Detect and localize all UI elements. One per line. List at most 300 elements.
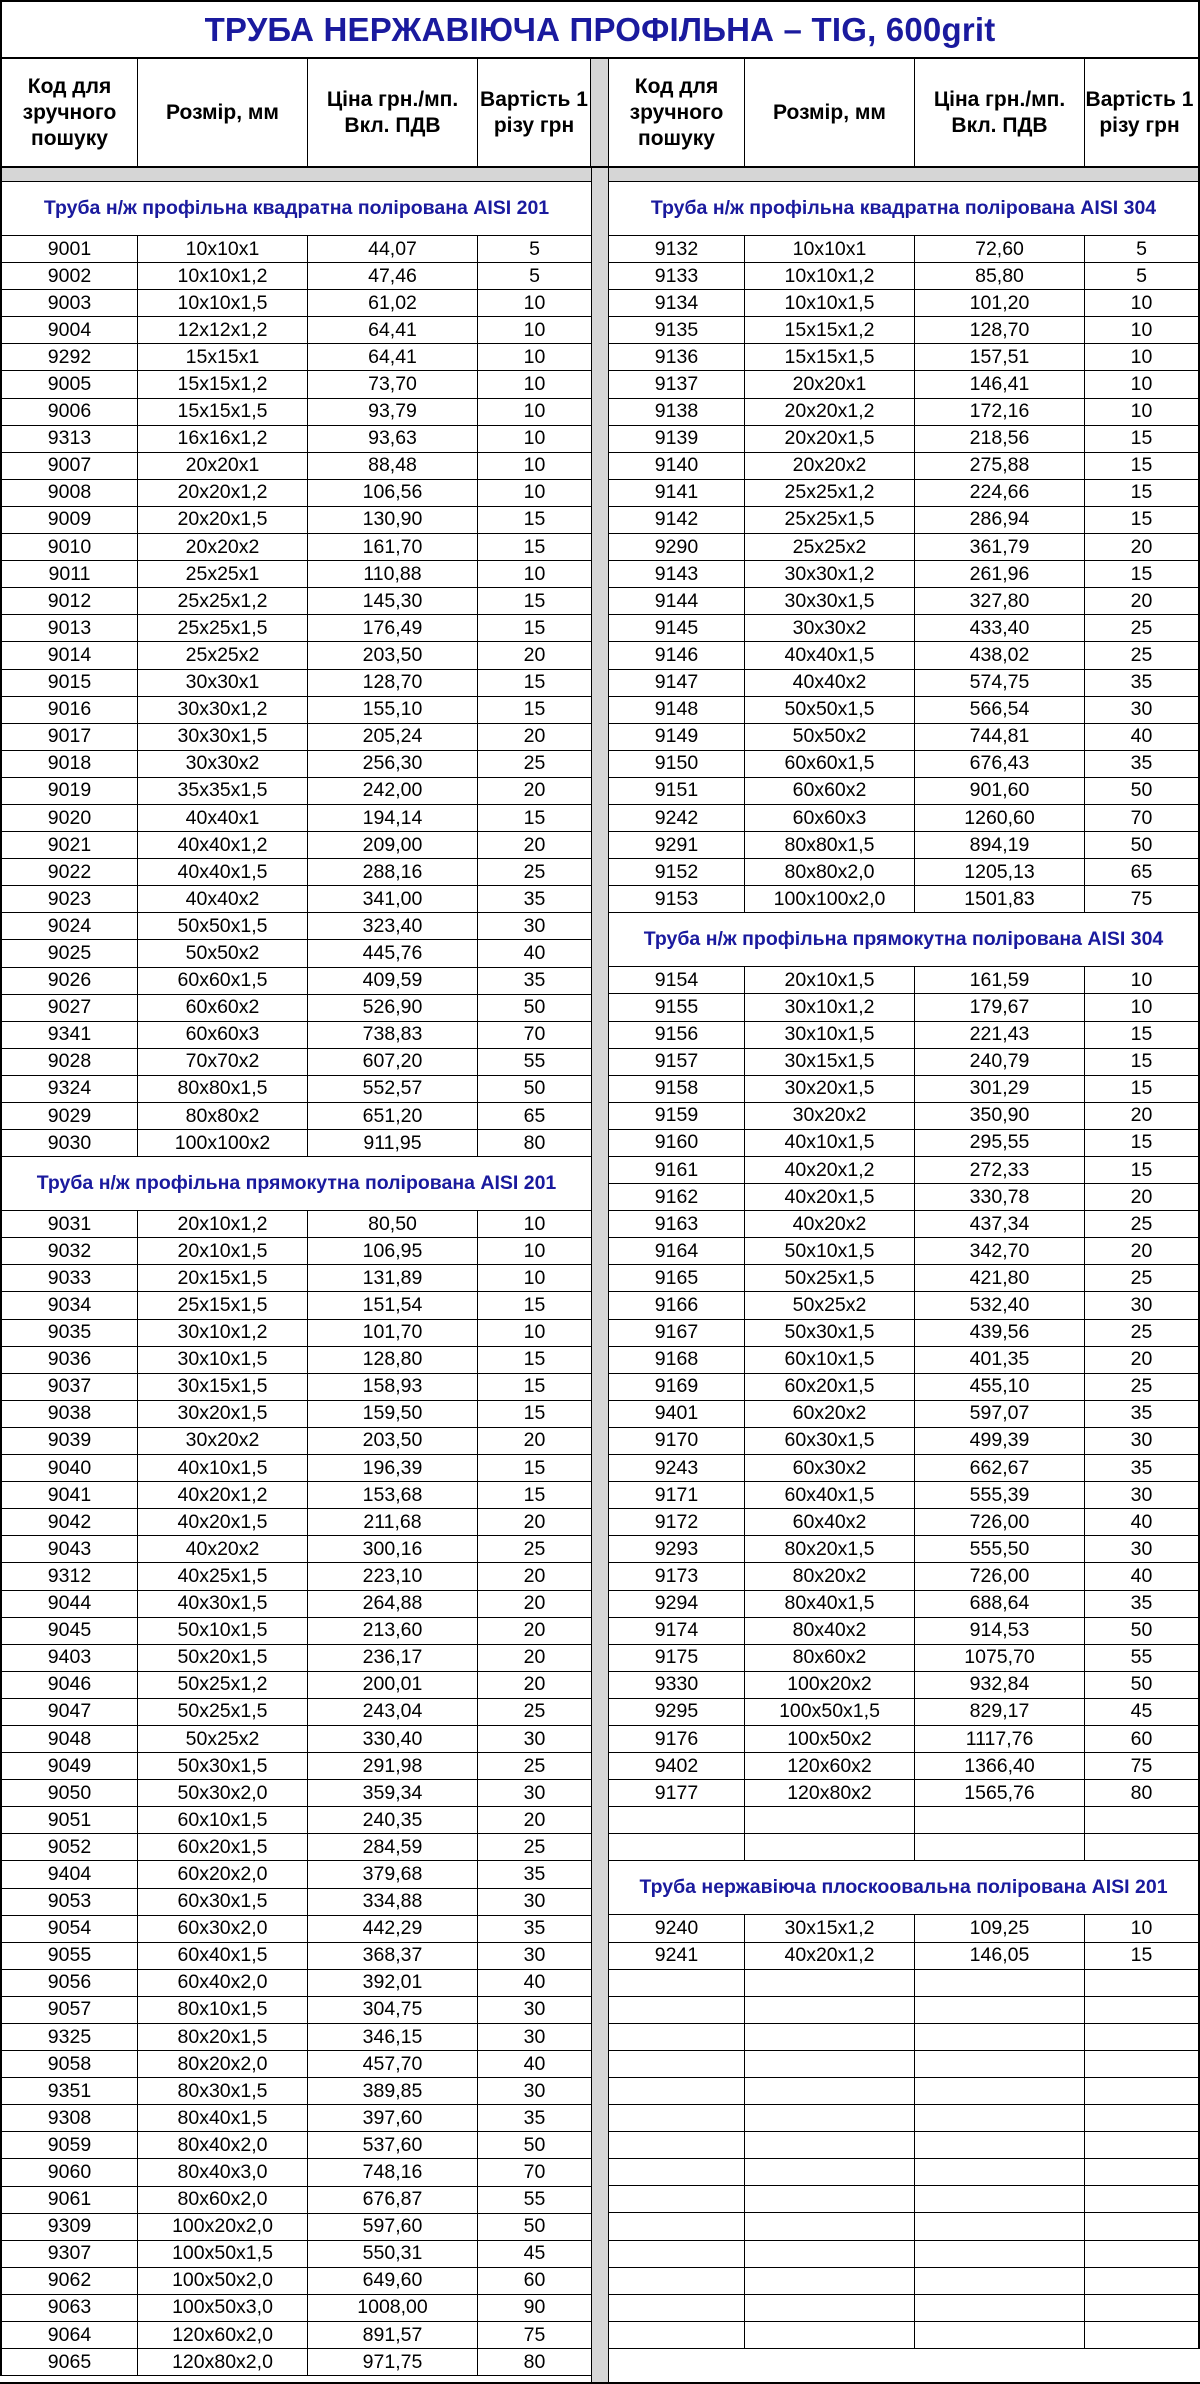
cell-price [915, 2078, 1085, 2104]
cell-size: 70x70x2 [138, 1049, 308, 1075]
cell-code: 9241 [609, 1943, 745, 1969]
table-row [609, 1943, 1200, 1970]
cell-cut-cost: 20 [523, 779, 546, 802]
cell-cut-cost: 35 [1130, 671, 1153, 694]
cell-price: 379,68 [308, 1861, 478, 1887]
table-row [0, 1997, 591, 2024]
cell-code: 9051 [2, 1807, 138, 1833]
cell-price: 200,01 [308, 1672, 478, 1698]
cell-size: 60x20x2 [745, 1401, 915, 1427]
cell-cut-cost: 10 [523, 562, 546, 585]
table-row [0, 1347, 591, 1374]
table-row [609, 534, 1200, 561]
cell-code: 9054 [2, 1916, 138, 1942]
cell-code: 9036 [2, 1347, 138, 1373]
cell-code: 9038 [2, 1401, 138, 1427]
cell-size: 40x20x1,5 [745, 1184, 915, 1210]
cell-code: 9034 [2, 1292, 138, 1318]
cell-price: 295,55 [915, 1130, 1085, 1156]
cell-cut-cost: 75 [523, 2323, 546, 2346]
header-cut-cost: Вартість 1 різу грн [478, 59, 591, 166]
table-row [0, 2349, 591, 2376]
cell-size: 10x10x1,5 [745, 290, 915, 316]
table-row [609, 1536, 1200, 1563]
header-code: Код для зручного пошуку [609, 59, 745, 166]
cell-cut-cost: 10 [1130, 318, 1153, 341]
cell-size: 25x25x1 [138, 561, 308, 587]
cell-code: 9010 [2, 534, 138, 560]
cell-code: 9006 [2, 399, 138, 425]
cell-size: 20x20x1,2 [745, 399, 915, 425]
cell-code: 9167 [609, 1320, 745, 1346]
cell-code: 9056 [2, 1970, 138, 1996]
cell-code: 9021 [2, 832, 138, 858]
cell-code: 9290 [609, 534, 745, 560]
cell-cut-cost [1085, 2024, 1198, 2050]
cell-cut-cost: 30 [523, 1944, 546, 1967]
cell-cut-cost: 20 [523, 1564, 546, 1587]
table-row [609, 1374, 1200, 1401]
cell-price: 242,00 [308, 778, 478, 804]
cell-cut-cost: 80 [523, 2350, 546, 2373]
cell-size: 20x20x1 [138, 453, 308, 479]
cell-size: 30x20x2 [745, 1103, 915, 1129]
cell-code: 9007 [2, 453, 138, 479]
cell-cut-cost: 30 [523, 1890, 546, 1913]
cell-cut-cost [1085, 1834, 1198, 1860]
cell-price: 155,10 [308, 697, 478, 723]
section-title: Труба н/ж профільна квадратна полірована AISI 304 [609, 182, 1200, 236]
cell-cut-cost: 65 [523, 1104, 546, 1127]
cell-cut-cost: 30 [523, 1781, 546, 1804]
cell-cut-cost: 25 [523, 1754, 546, 1777]
cell-price: 158,93 [308, 1374, 478, 1400]
cell-size: 50x25x1,5 [138, 1699, 308, 1725]
cell-size: 30x30x1,2 [138, 697, 308, 723]
cell-price: 1501,83 [915, 886, 1085, 912]
cell-code: 9401 [609, 1401, 745, 1427]
cell-size: 80x80x2,0 [745, 859, 915, 885]
cell-price: 73,70 [308, 371, 478, 397]
cell-price [915, 2241, 1085, 2267]
cell-price: 151,54 [308, 1292, 478, 1318]
cell-code: 9324 [2, 1076, 138, 1102]
cell-code: 9019 [2, 778, 138, 804]
cell-code: 9142 [609, 507, 745, 533]
cell-price: 574,75 [915, 670, 1085, 696]
cell-price: 128,70 [308, 670, 478, 696]
cell-code: 9165 [609, 1265, 745, 1291]
table-row [609, 886, 1200, 913]
cell-size: 40x40x1,5 [138, 859, 308, 885]
cell-price: 359,34 [308, 1780, 478, 1806]
table-row [609, 967, 1200, 994]
table-row [609, 670, 1200, 697]
cell-size: 40x40x2 [138, 886, 308, 912]
cell-code: 9147 [609, 670, 745, 696]
cell-price: 350,90 [915, 1103, 1085, 1129]
cell-price: 1366,40 [915, 1753, 1085, 1779]
cell-price: 110,88 [308, 561, 478, 587]
cell-code: 9169 [609, 1374, 745, 1400]
cell-code: 9325 [2, 2024, 138, 2050]
cell-cut-cost: 40 [523, 1971, 546, 1994]
cell-code: 9042 [2, 1509, 138, 1535]
table-row [0, 968, 591, 995]
cell-price: 109,25 [915, 1915, 1085, 1941]
cell-cut-cost: 10 [523, 318, 546, 341]
cell-price: 744,81 [915, 724, 1085, 750]
cell-price: 291,98 [308, 1753, 478, 1779]
cell-size: 100x50x3,0 [138, 2295, 308, 2321]
cell-code: 9146 [609, 642, 745, 668]
table-row [0, 1482, 591, 1509]
cell-cut-cost: 10 [1130, 995, 1153, 1018]
cell-code: 9041 [2, 1482, 138, 1508]
cell-size [745, 1834, 915, 1860]
table-row [609, 1807, 1200, 1834]
table-row [609, 480, 1200, 507]
cell-code: 9175 [609, 1645, 745, 1671]
cell-cut-cost: 20 [523, 1808, 546, 1831]
cell-price [915, 1807, 1085, 1833]
table-row [0, 805, 591, 832]
cell-cut-cost: 15 [523, 508, 546, 531]
table-row [0, 561, 591, 588]
table-row [609, 1482, 1200, 1509]
cell-cut-cost: 20 [523, 725, 546, 748]
cell-code: 9139 [609, 426, 745, 452]
cell-price: 932,84 [915, 1672, 1085, 1698]
table-row [0, 290, 591, 317]
cell-cut-cost: 70 [1130, 806, 1153, 829]
cell-cut-cost: 25 [1130, 643, 1153, 666]
cell-price [915, 2295, 1085, 2321]
cell-code: 9154 [609, 967, 745, 993]
cell-size [745, 2051, 915, 2077]
cell-code [609, 2322, 745, 2348]
cell-cut-cost: 10 [523, 345, 546, 368]
cell-price: 346,15 [308, 2024, 478, 2050]
cell-size: 20x10x1,5 [745, 967, 915, 993]
cell-price: 209,00 [308, 832, 478, 858]
cell-price: 203,50 [308, 642, 478, 668]
table-row [0, 697, 591, 724]
cell-price: 64,41 [308, 344, 478, 370]
table-row [609, 399, 1200, 426]
cell-price: 914,53 [915, 1618, 1085, 1644]
table-row [609, 561, 1200, 588]
cell-size: 30x10x1,5 [745, 1022, 915, 1048]
cell-size: 10x10x1 [138, 236, 308, 262]
table-row [0, 371, 591, 398]
cell-price: 176,49 [308, 615, 478, 641]
cell-code: 9062 [2, 2268, 138, 2294]
cell-code: 9140 [609, 453, 745, 479]
table-row [0, 344, 591, 371]
cell-code: 9022 [2, 859, 138, 885]
cell-price [915, 2024, 1085, 2050]
cell-price: 1117,76 [915, 1726, 1085, 1752]
cell-size: 60x10x1,5 [138, 1807, 308, 1833]
cell-code: 9004 [2, 317, 138, 343]
table-row [0, 453, 591, 480]
table-row [609, 2186, 1200, 2213]
cell-cut-cost: 65 [1130, 860, 1153, 883]
cell-size: 50x25x2 [138, 1726, 308, 1752]
table-row [609, 2132, 1200, 2159]
cell-size: 120x60x2,0 [138, 2322, 308, 2348]
cell-cut-cost: 15 [1130, 1158, 1153, 1181]
cell-price: 159,50 [308, 1401, 478, 1427]
cell-price: 330,40 [308, 1726, 478, 1752]
cell-price: 649,60 [308, 2268, 478, 2294]
cell-code [609, 1970, 745, 1996]
cell-code: 9058 [2, 2051, 138, 2077]
cell-cut-cost: 30 [523, 914, 546, 937]
table-row [0, 1292, 591, 1319]
cell-price [915, 2186, 1085, 2212]
cell-code [609, 2241, 745, 2267]
cell-size: 80x20x2,0 [138, 2051, 308, 2077]
cell-price: 93,63 [308, 426, 478, 452]
cell-size: 10x10x1,2 [138, 263, 308, 289]
cell-price: 288,16 [308, 859, 478, 885]
cell-price: 284,59 [308, 1834, 478, 1860]
cell-cut-cost [1085, 2186, 1198, 2212]
column-divider [591, 168, 609, 2384]
cell-code: 9009 [2, 507, 138, 533]
cell-code: 9153 [609, 886, 745, 912]
cell-cut-cost: 15 [523, 535, 546, 558]
cell-size [745, 2105, 915, 2131]
cell-code: 9294 [609, 1591, 745, 1617]
cell-price: 748,16 [308, 2159, 478, 2185]
cell-size: 30x15x1,5 [745, 1049, 915, 1075]
table-row [0, 1265, 591, 1292]
cell-size [745, 2024, 915, 2050]
cell-cut-cost [1085, 2105, 1198, 2131]
cell-cut-cost: 45 [1130, 1700, 1153, 1723]
table-row [609, 1699, 1200, 1726]
cell-code: 9145 [609, 615, 745, 641]
table-row [609, 2051, 1200, 2078]
cell-cut-cost [1085, 2213, 1198, 2239]
cell-size: 30x30x1,5 [138, 724, 308, 750]
table-row [609, 2268, 1200, 2295]
cell-cut-cost: 15 [523, 698, 546, 721]
cell-code: 9135 [609, 317, 745, 343]
cell-code: 9040 [2, 1455, 138, 1481]
cell-cut-cost: 5 [1136, 264, 1147, 287]
cell-price: 911,95 [308, 1130, 478, 1156]
cell-price: 161,70 [308, 534, 478, 560]
cell-code: 9243 [609, 1455, 745, 1481]
cell-price: 172,16 [915, 399, 1085, 425]
cell-cut-cost [1085, 2295, 1198, 2321]
cell-price: 256,30 [308, 751, 478, 777]
cell-cut-cost: 10 [1130, 1916, 1153, 1939]
cell-price: 676,87 [308, 2187, 478, 2213]
table-row [0, 1130, 591, 1157]
table-row [609, 832, 1200, 859]
table-row [609, 371, 1200, 398]
table-row [0, 1889, 591, 1916]
table-row [0, 1455, 591, 1482]
cell-price [915, 2105, 1085, 2131]
table-row [0, 2241, 591, 2268]
cell-price: 72,60 [915, 236, 1085, 262]
cell-size: 60x60x2 [745, 778, 915, 804]
cell-size: 40x10x1,5 [138, 1455, 308, 1481]
cell-cut-cost: 40 [1130, 725, 1153, 748]
cell-code: 9168 [609, 1347, 745, 1373]
cell-price: 106,95 [308, 1238, 478, 1264]
cell-size: 60x60x1,5 [745, 751, 915, 777]
cell-price: 341,00 [308, 886, 478, 912]
cell-cut-cost: 15 [1130, 1131, 1153, 1154]
cell-size: 100x100x2 [138, 1130, 308, 1156]
table-row [609, 1022, 1200, 1049]
table-row [609, 1563, 1200, 1590]
cell-price: 106,56 [308, 480, 478, 506]
table-row [0, 940, 591, 967]
cell-price: 342,70 [915, 1238, 1085, 1264]
cell-size: 25x25x2 [745, 534, 915, 560]
cell-code: 9046 [2, 1672, 138, 1698]
cell-size: 40x10x1,5 [745, 1130, 915, 1156]
table-row [0, 642, 591, 669]
cell-size: 10x10x1,5 [138, 290, 308, 316]
cell-code: 9002 [2, 263, 138, 289]
cell-price: 264,88 [308, 1591, 478, 1617]
cell-cut-cost: 15 [523, 1483, 546, 1506]
cell-code: 9144 [609, 588, 745, 614]
cell-size: 16x16x1,2 [138, 426, 308, 452]
cell-code: 9049 [2, 1753, 138, 1779]
cell-code: 9001 [2, 236, 138, 262]
cell-price: 224,66 [915, 480, 1085, 506]
cell-cut-cost: 15 [523, 589, 546, 612]
cell-size: 30x15x1,5 [138, 1374, 308, 1400]
table-row [0, 1509, 591, 1536]
cell-cut-cost: 45 [523, 2242, 546, 2265]
cell-size: 15x15x1,2 [745, 317, 915, 343]
table-row [0, 426, 591, 453]
cell-cut-cost: 25 [523, 1537, 546, 1560]
cell-size: 15x15x1 [138, 344, 308, 370]
cell-code: 9132 [609, 236, 745, 262]
cell-cut-cost: 15 [1130, 562, 1153, 585]
cell-cut-cost: 20 [523, 1592, 546, 1615]
cell-cut-cost: 5 [529, 264, 540, 287]
table-row [609, 778, 1200, 805]
cell-size: 20x10x1,5 [138, 1238, 308, 1264]
cell-cut-cost: 10 [523, 1239, 546, 1262]
table-row [0, 1834, 591, 1861]
cell-cut-cost: 35 [1130, 1402, 1153, 1425]
cell-code: 9351 [2, 2078, 138, 2104]
cell-price: 101,20 [915, 290, 1085, 316]
table-row [609, 2241, 1200, 2268]
cell-cut-cost: 30 [1130, 1429, 1153, 1452]
table-row [609, 2105, 1200, 2132]
table-row [609, 1726, 1200, 1753]
cell-size: 80x60x2,0 [138, 2187, 308, 2213]
cell-size: 35x35x1,5 [138, 778, 308, 804]
cell-code: 9308 [2, 2105, 138, 2131]
cell-size: 100x50x2,0 [138, 2268, 308, 2294]
cell-code: 9166 [609, 1292, 745, 1318]
table-row [609, 1455, 1200, 1482]
cell-cut-cost: 10 [523, 1212, 546, 1235]
cell-price: 85,80 [915, 263, 1085, 289]
cell-size: 30x30x1,5 [745, 588, 915, 614]
cell-size: 100x20x2 [745, 1672, 915, 1698]
table-row [0, 534, 591, 561]
cell-price: 676,43 [915, 751, 1085, 777]
cell-size: 40x25x1,5 [138, 1563, 308, 1589]
cell-cut-cost: 30 [1130, 698, 1153, 721]
table-row [609, 1591, 1200, 1618]
cell-cut-cost: 10 [1130, 400, 1153, 423]
cell-cut-cost: 10 [1130, 968, 1153, 991]
table-row [609, 1347, 1200, 1374]
cell-size: 80x80x1,5 [138, 1076, 308, 1102]
cell-price: 275,88 [915, 453, 1085, 479]
cell-size: 25x25x1,5 [745, 507, 915, 533]
cell-code: 9018 [2, 751, 138, 777]
cell-cut-cost: 10 [523, 373, 546, 396]
cell-cut-cost: 80 [1130, 1781, 1153, 1804]
cell-price: 223,10 [308, 1563, 478, 1589]
header-cut-cost: Вартість 1 різу грн [1085, 87, 1194, 137]
cell-size: 15x15x1,5 [138, 399, 308, 425]
cell-price: 240,79 [915, 1049, 1085, 1075]
table-row [609, 236, 1200, 263]
cell-size: 60x60x1,5 [138, 968, 308, 994]
cell-size: 50x50x1,5 [745, 697, 915, 723]
cell-price: 726,00 [915, 1509, 1085, 1535]
cell-size: 80x30x1,5 [138, 2078, 308, 2104]
cell-cut-cost: 35 [1130, 1592, 1153, 1615]
cell-code: 9048 [2, 1726, 138, 1752]
cell-price: 829,17 [915, 1699, 1085, 1725]
cell-code: 9027 [2, 995, 138, 1021]
cell-size: 60x20x1,5 [138, 1834, 308, 1860]
table-row [609, 1265, 1200, 1292]
cell-price [915, 1970, 1085, 1996]
cell-size: 30x30x2 [745, 615, 915, 641]
cell-code: 9134 [609, 290, 745, 316]
table-row [609, 1130, 1200, 1157]
cell-code [609, 1997, 745, 2023]
cell-code: 9137 [609, 371, 745, 397]
cell-price: 971,75 [308, 2349, 478, 2375]
cell-code: 9047 [2, 1699, 138, 1725]
cell-cut-cost: 25 [1130, 1212, 1153, 1235]
table-row [0, 1076, 591, 1103]
cell-cut-cost: 25 [523, 1700, 546, 1723]
cell-cut-cost: 15 [1130, 508, 1153, 531]
cell-size: 80x20x1,5 [138, 2024, 308, 2050]
table-row [0, 1699, 591, 1726]
cell-price: 145,30 [308, 588, 478, 614]
table-row [0, 588, 591, 615]
table-row [609, 724, 1200, 751]
cell-code: 9033 [2, 1265, 138, 1291]
cell-code [609, 2186, 745, 2212]
